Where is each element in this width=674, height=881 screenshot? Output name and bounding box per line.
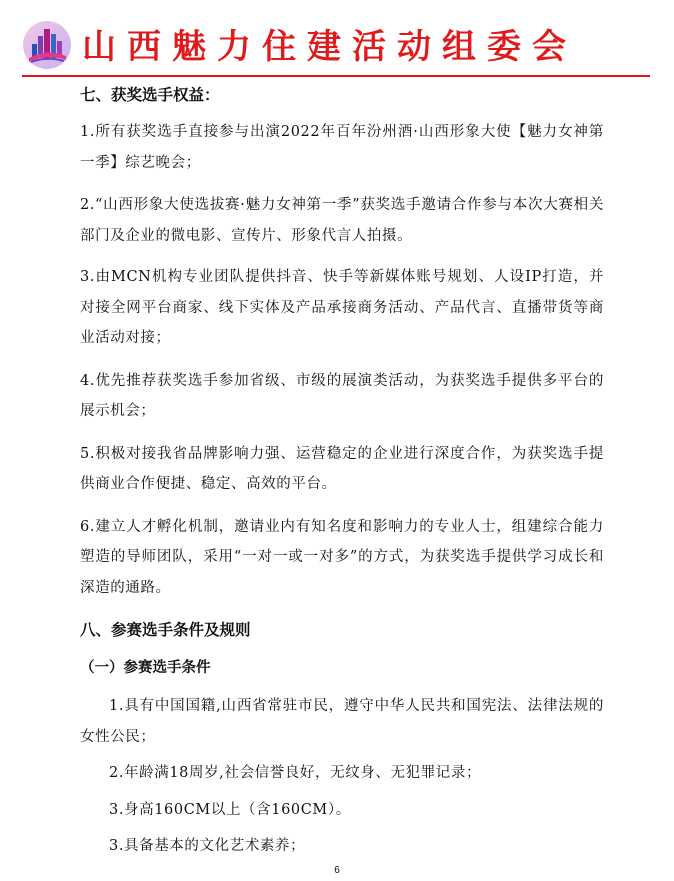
benefit-item-4: 4.优先推荐获奖选手参加省级、市级的展演类活动，为获奖选手提供多平台的展示机会；: [80, 372, 604, 419]
page-number: 6: [334, 865, 340, 876]
condition-item-4: 3.具备基本的文化艺术素养；: [109, 838, 306, 854]
city-skyline-logo-icon: [22, 20, 72, 70]
benefit-item-5: 5.积极对接我省品牌影响力强、运营稳定的企业进行深度合作，为获奖选手提供商业合作便捷、稳定、高效的平台。: [80, 445, 604, 492]
benefit-item-2: 2.“山西形象大使选拔赛·魅力女神第一季”获奖选手邀请合作参与本次大赛相关部门及企业的微电影、宣传片、形象代言人拍摄。: [80, 197, 604, 244]
header-divider: [22, 75, 650, 77]
benefit-item-1: 1.所有获奖选手直接参与出演2022年百年汾州酒·山西形象大使【魅力女神第一季】综艺晚会；: [80, 124, 604, 171]
section-7-heading: 七、获奖选手权益：: [80, 86, 220, 104]
condition-item-1: 1.具有中国国籍,山西省常驻市民，遵守中华人民共和国宪法、法律法规的女性公民；: [80, 698, 604, 745]
benefit-item-3: 3.由MCN机构专业团队提供抖音、快手等新媒体账号规划、人设IP打造，并对接全网平台商家、线下实体及产品承接商务活动、产品代言、直播带货等商业活动对接；: [80, 269, 604, 346]
page-header: [0, 0, 674, 78]
section-8-subheading: （一）参赛选手条件: [80, 660, 211, 676]
condition-item-2: 2.年龄满18周岁,社会信誉良好，无纹身、无犯罪记录；: [109, 765, 482, 781]
document-body: [80, 84, 604, 862]
benefit-item-6: 6.建立人才孵化机制，邀请业内有知名度和影响力的专业人士，组建综合能力塑造的导师团队，采用“一对一或一对多”的方式，为获奖选手提供学习成长和深造的通路。: [80, 518, 604, 596]
condition-item-3: 3.身高160CM以上（含160CM）。: [109, 801, 351, 818]
section-8-heading: 八、参赛选手条件及规则: [80, 621, 251, 639]
org-title: 山西魅力住建活动组委会: [82, 27, 577, 67]
